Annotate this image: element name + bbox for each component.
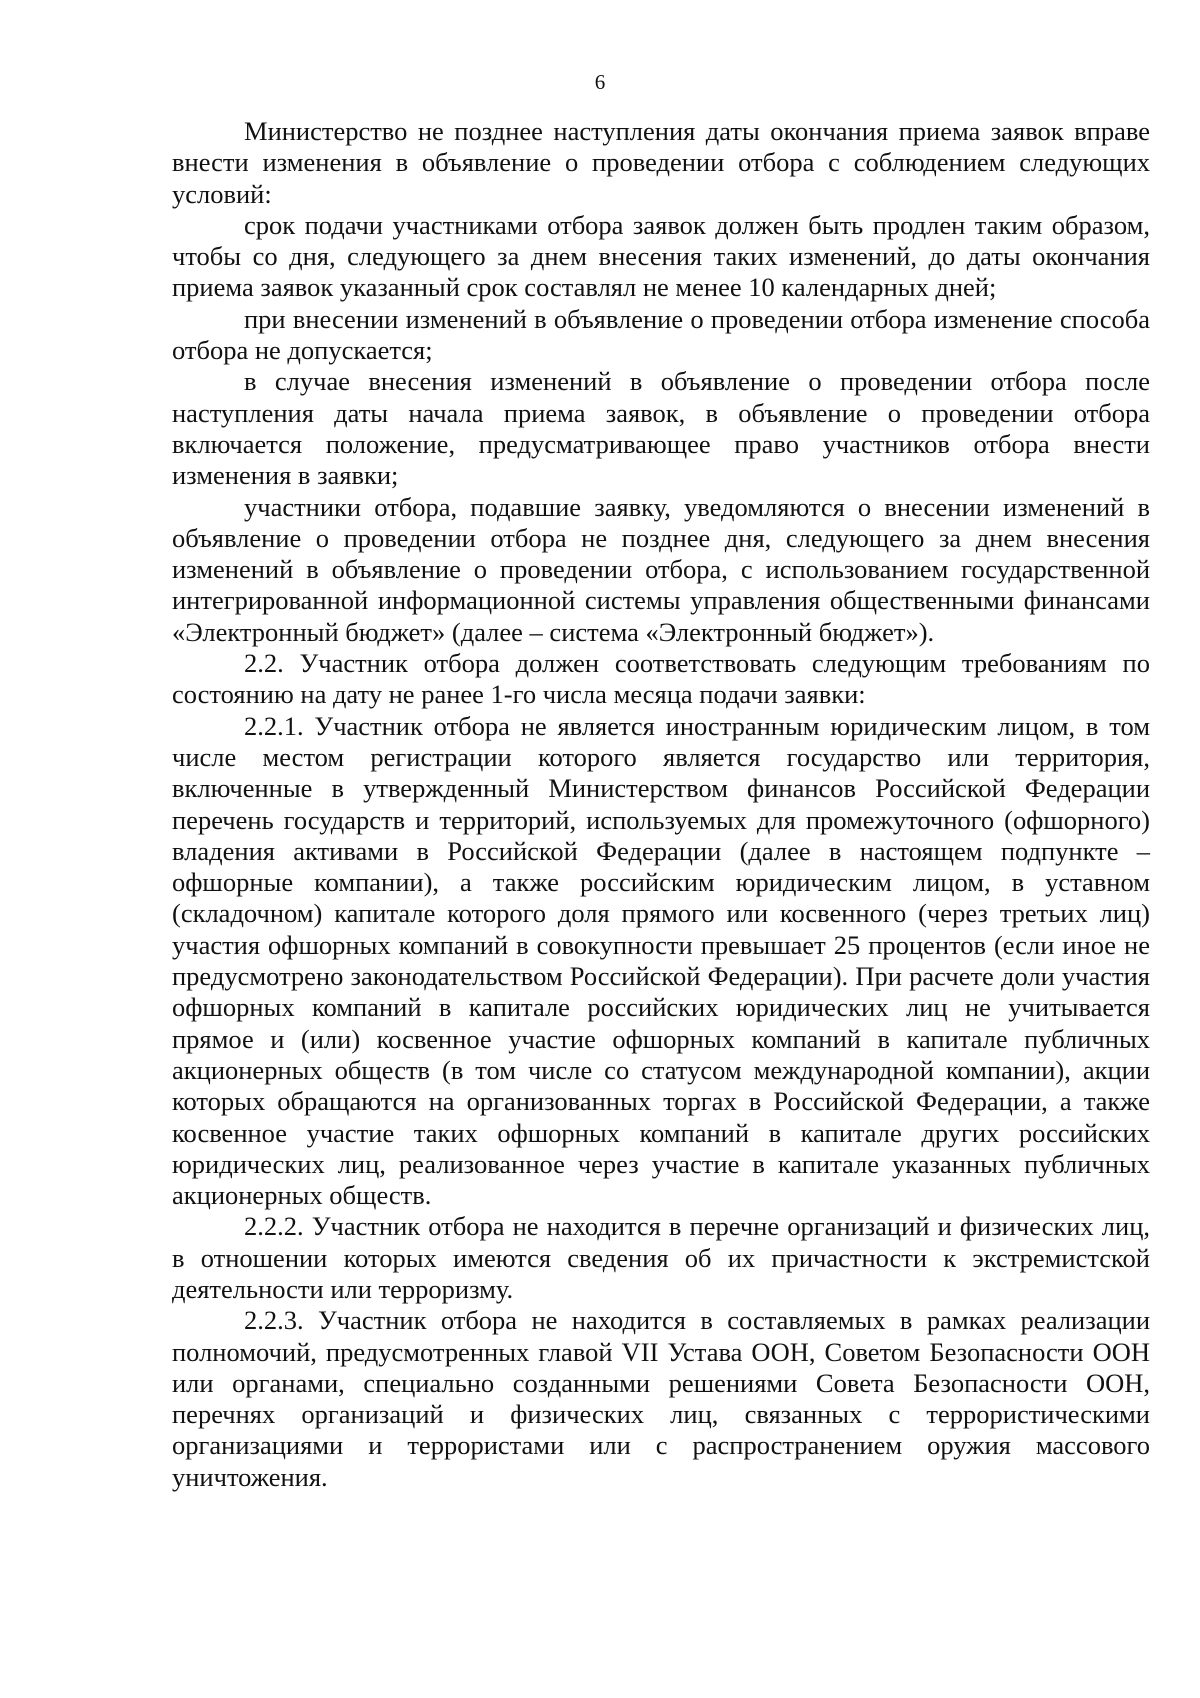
paragraph-method-change: при внесении изменений в объявление о проведении отбора изменение способа отбора не допускается; xyxy=(172,303,1150,366)
page-number: 6 xyxy=(594,70,606,94)
paragraph-deadline-extension: срок подачи участниками отбора заявок должен быть продлен таким образом, чтобы со дня, следующего за днем внесения таких изменений, до даты окончания приема заявок указанный срок составлял не менее 10 календарных дней; xyxy=(172,209,1150,303)
paragraph-2-2: 2.2. Участник отбора должен соответствовать следующим требованиям по состоянию на дату не ранее 1-го числа месяца подачи заявки: xyxy=(172,648,1150,710)
paragraph-participant-notification: участники отбора, подавшие заявку, уведомляются о внесении изменений в объявление о проведении отбора не позднее дня, следующего за днем внесения изменений в объявление о проведении отбора, с использованием государственной интегрированной информационной системы управления общественными финансами «Электронный бюджет» (далее – система «Электронный бюджет»). xyxy=(172,491,1150,647)
document-body xyxy=(172,116,1150,1493)
paragraph-2-2-1: 2.2.1. Участник отбора не является иностранным юридическим лицом, в том числе местом регистрации которого является государство или территория, включенные в утвержденный Министерством финансов Российской Федерации перечень государств и территорий, используемых для промежуточного (офшорного) владения активами в Российской Федерации (далее в настоящем подпункте – офшорные компании), а также российским юридическим лицом, в уставном (складочном) капитале которого доля прямого или косвенного (через третьих лиц) участия офшорных компаний в совокупности превышает 25 процентов (если иное не предусмотрено законодательством Российской Федерации). При расчете доли участия офшорных компаний в капитале российских юридических лиц не учитывается прямое и (или) косвенное участие офшорных компаний в капитале публичных акционерных обществ (в том числе со статусом международной компании), акции которых обращаются на организованных торгах в Российской Федерации, а также косвенное участие таких офшорных компаний в капитале других российских юридических лиц, реализованное через участие в капитале указанных публичных акционерных обществ. xyxy=(172,710,1150,1211)
paragraph-intro: Министерство не позднее наступления даты окончания приема заявок вправе внести изменения в объявление о проведении отбора с соблюдением следующих условий: xyxy=(172,116,1150,209)
paragraph-changes-after-start: в случае внесения изменений в объявление о проведении отбора после наступления даты начала приема заявок, в объявление о проведении отбора включается положение, предусматривающее право участников отбора внести изменения в заявки; xyxy=(172,366,1150,491)
paragraph-2-2-3: 2.2.3. Участник отбора не находится в составляемых в рамках реализации полномочий, предусмотренных главой VII Устава ООН, Советом Безопасности ООН или органами, специально созданными решениями Совета Безопасности ООН, перечнях организаций и физических лиц, связанных с террористическими организациями и террористами или с распространением оружия массового уничтожения. xyxy=(172,1305,1150,1492)
paragraph-2-2-2: 2.2.2. Участник отбора не находится в перечне организаций и физических лиц, в отношении которых имеются сведения об их причастности к экстремистской деятельности или терроризму. xyxy=(172,1211,1150,1304)
